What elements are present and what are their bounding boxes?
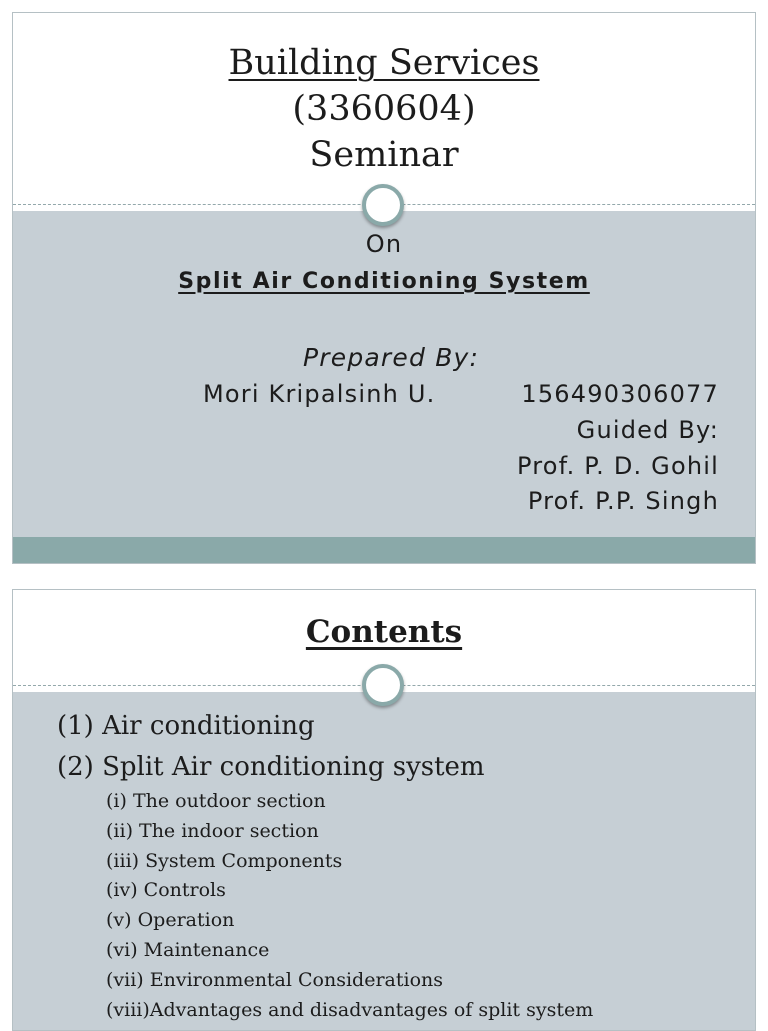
seminar-topic: Split Air Conditioning System — [178, 269, 590, 294]
sub-list-item: (vii) Environmental Considerations — [106, 969, 443, 991]
list-item: (1) Air conditioning — [57, 711, 315, 741]
guide-name-1: Prof. P. D. Gohil — [517, 452, 719, 480]
seminar-label: Seminar — [309, 135, 459, 175]
prepared-by-label: Prepared By: — [303, 343, 480, 372]
title-slide — [12, 12, 756, 564]
author-name: Mori Kripalsinh U. — [203, 380, 436, 408]
guided-by-label: Guided By: — [576, 416, 719, 444]
sub-list-item: (vi) Maintenance — [106, 939, 270, 961]
sub-list-item: (v) Operation — [106, 909, 235, 931]
list-item: (2) Split Air conditioning system — [57, 752, 485, 782]
on-label: On — [365, 230, 403, 258]
divider-circle-ornament — [362, 664, 404, 706]
course-code: (3360604) — [292, 89, 476, 129]
sub-list-item: (iv) Controls — [106, 879, 226, 901]
course-title: Building Services — [228, 43, 540, 83]
sub-list-item: (i) The outdoor section — [106, 790, 326, 812]
sub-list-item: (iii) System Components — [106, 850, 343, 872]
author-enrollment-id: 156490306077 — [521, 380, 719, 408]
title-footer-band — [13, 537, 755, 563]
sub-list-item: (ii) The indoor section — [106, 820, 319, 842]
guide-name-2: Prof. P.P. Singh — [527, 487, 719, 515]
divider-circle-ornament — [362, 184, 404, 226]
sub-list-item: (viii)Advantages and disadvantages of split system — [106, 999, 594, 1021]
contents-title: Contents — [305, 614, 463, 650]
contents-slide — [12, 589, 756, 1031]
